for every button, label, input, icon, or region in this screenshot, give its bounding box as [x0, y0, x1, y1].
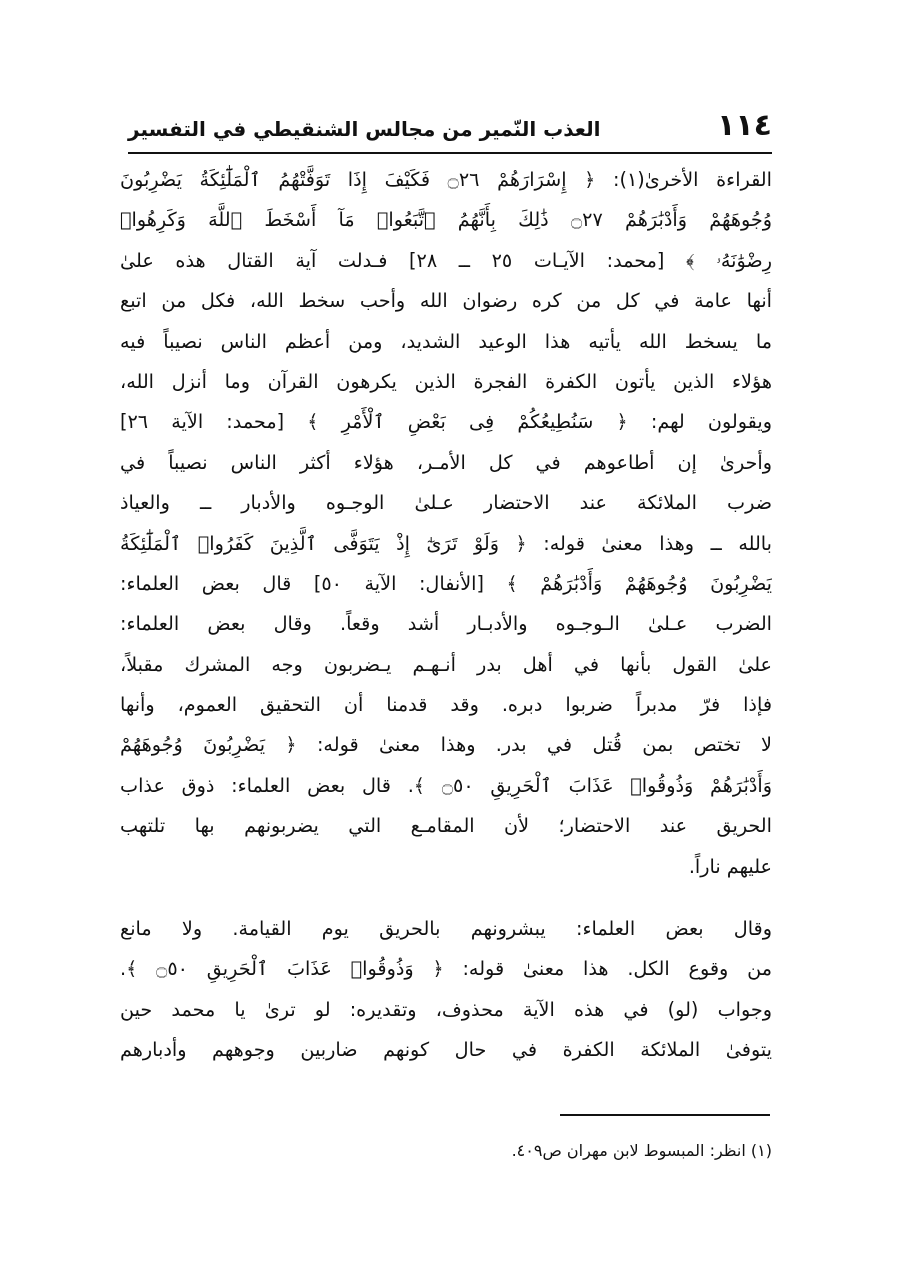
text-line: بالله ــ وهذا معنىٰ قوله: ﴿ وَلَوْ تَرَىٰٓ إِذْ يَتَوَفَّى ٱلَّذِينَ كَفَرُوا۟ ٱلْمَلَٰٓئِكَةُ: [120, 531, 772, 555]
text-line: القراءة الأخرىٰ(١): ﴿ إِسْرَارَهُمْ ۝٢٦ فَكَيْفَ إِذَا تَوَفَّتْهُمُ ٱلْمَلَٰٓئِكَةُ يَضْرِبُونَ: [120, 168, 772, 191]
text-line: عليهم ناراً.: [688, 854, 772, 878]
text-line: من وقوع الكل. هذا معنىٰ قوله: ﴿ وَذُوقُوا۟ عَذَابَ ٱلْحَرِيقِ ۝٥٠ ﴾.: [120, 957, 772, 981]
paragraph-gap: [120, 887, 772, 909]
footnote-divider: [560, 1114, 770, 1116]
text-line: يَضْرِبُونَ وُجُوهَهُمْ وَأَدْبَٰرَهُمْ ﴾ [الأنفال: الآية ٥٠] قال بعض العلماء:: [120, 571, 772, 595]
text-line: وُجُوهَهُمْ وَأَدْبَٰرَهُمْ ۝٢٧ ذَٰلِكَ بِأَنَّهُمُ ٱتَّبَعُوا۟ مَآ أَسْخَطَ ٱللَّهَ وَكَرِهُوا۟: [120, 208, 772, 232]
text-line: الحريق عند الاحتضار؛ لأن المقامـع التي يضربونهم بها تلتهب: [120, 814, 772, 838]
text-line: هؤلاء الذين يأتون الكفرة الفجرة الذين يكرهون القرآن وما أنزل الله،: [120, 369, 772, 393]
text-line: فإذا فرّ مدبراً ضربوا دبره. وقد قدمنا أن التحقيق العموم، وأنها: [120, 693, 772, 717]
page-header: [128, 108, 772, 154]
footnote: (١) انظر: المبسوط لابن مهران ص٤٠٩.: [511, 1141, 772, 1160]
text-line: وَأَدْبَٰرَهُمْ وَذُوقُوا۟ عَذَابَ ٱلْحَرِيقِ ۝٥٠ ﴾. قال بعض العلماء: ذوق عذاب: [120, 773, 772, 797]
main-text: [120, 160, 772, 1071]
text-line: رِضْوَٰنَهُۥ ﴾ [محمد: الآيـات ٢٥ ــ ٢٨] فـدلت آية القتال هذه علىٰ: [120, 248, 772, 272]
text-line: يتوفىٰ الملائكة الكفرة في حال كونهم ضاربين وجوههم وأدبارهم: [120, 1038, 772, 1062]
running-title: العذب النّمير من مجالس الشنقيطي في التفسير: [128, 117, 601, 141]
text-line: الضرب عـلىٰ الـوجـوه والأدبـار أشد وقعاً. وقال بعض العلماء:: [120, 612, 772, 636]
text-line: ويقولون لهم: ﴿ سَنُطِيعُكُمْ فِى بَعْضِ ٱلْأَمْرِ ﴾ [محمد: الآية ٢٦]: [120, 410, 772, 434]
text-line: أنها عامة في كل من كره رضوان الله وأحب سخط الله، فكل من اتبع: [120, 289, 772, 313]
text-line: وجواب (لو) في هذه الآية محذوف، وتقديره: لو ترىٰ يا محمد حين: [120, 997, 772, 1021]
page-number: ١١٤: [717, 108, 772, 143]
text-line: ما يسخط الله يأتيه هذا الوعيد الشديد، ومن أعظم الناس نصيباً فيه: [120, 329, 772, 353]
text-line: وأحرىٰ إن أطاعوهم في كل الأمـر، هؤلاء أكثر الناس نصيباً في: [120, 450, 772, 474]
text-line: ضرب الملائكة عند الاحتضار عـلىٰ الوجـوه والأدبار ــ والعياذ: [120, 491, 772, 515]
text-line: وقال بعض العلماء: يبشرونهم بالحريق يوم القيامة. ولا مانع: [120, 917, 772, 941]
text-line: علىٰ القول بأنها في أهل بدر أنـهـم يـضربون وجه المشرك مقبلاً،: [120, 652, 772, 676]
text-line: لا تختص بمن قُتل في بدر. وهذا معنىٰ قوله: ﴿ يَضْرِبُونَ وُجُوهَهُمْ: [120, 733, 772, 757]
